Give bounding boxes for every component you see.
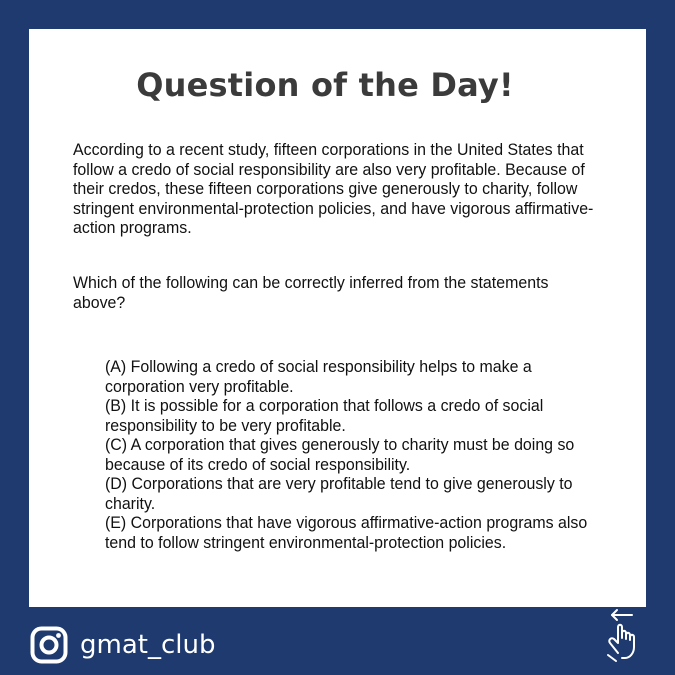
page-title: Question of the Day! <box>136 66 514 104</box>
answer-choice-b[interactable]: (B) It is possible for a corporation that follows a credo of social responsibility to be very profitable. <box>105 396 544 435</box>
instagram-icon[interactable] <box>30 626 68 664</box>
answer-choice-a[interactable]: (A) Following a credo of social responsibility helps to make a corporation very profitable. <box>105 357 532 396</box>
answer-choice-e[interactable]: (E) Corporations that have vigorous affirmative-action programs also tend to follow stringent environmental-protection policies. <box>105 513 588 552</box>
instagram-handle[interactable]: gmat_club <box>80 630 216 660</box>
answer-choice-d[interactable]: (D) Corporations that are very profitable tend to give generously to charity. <box>105 474 573 513</box>
answer-choices <box>105 357 604 552</box>
answer-choice-c[interactable]: (C) A corporation that gives generously to charity must be doing so because of its credo of social responsibility. <box>105 435 575 474</box>
question-passage: According to a recent study, fifteen corporations in the United States that follow a credo of social responsibility are also very profitable. Because of their credos, these fifteen corporations give generously to charity, follow stringent environmental-protection policies, and have vigorous affirmative-action programs. <box>73 140 594 237</box>
question-prompt: Which of the following can be correctly inferred from the statements above? <box>73 273 549 312</box>
swipe-hand-icon <box>598 607 648 663</box>
